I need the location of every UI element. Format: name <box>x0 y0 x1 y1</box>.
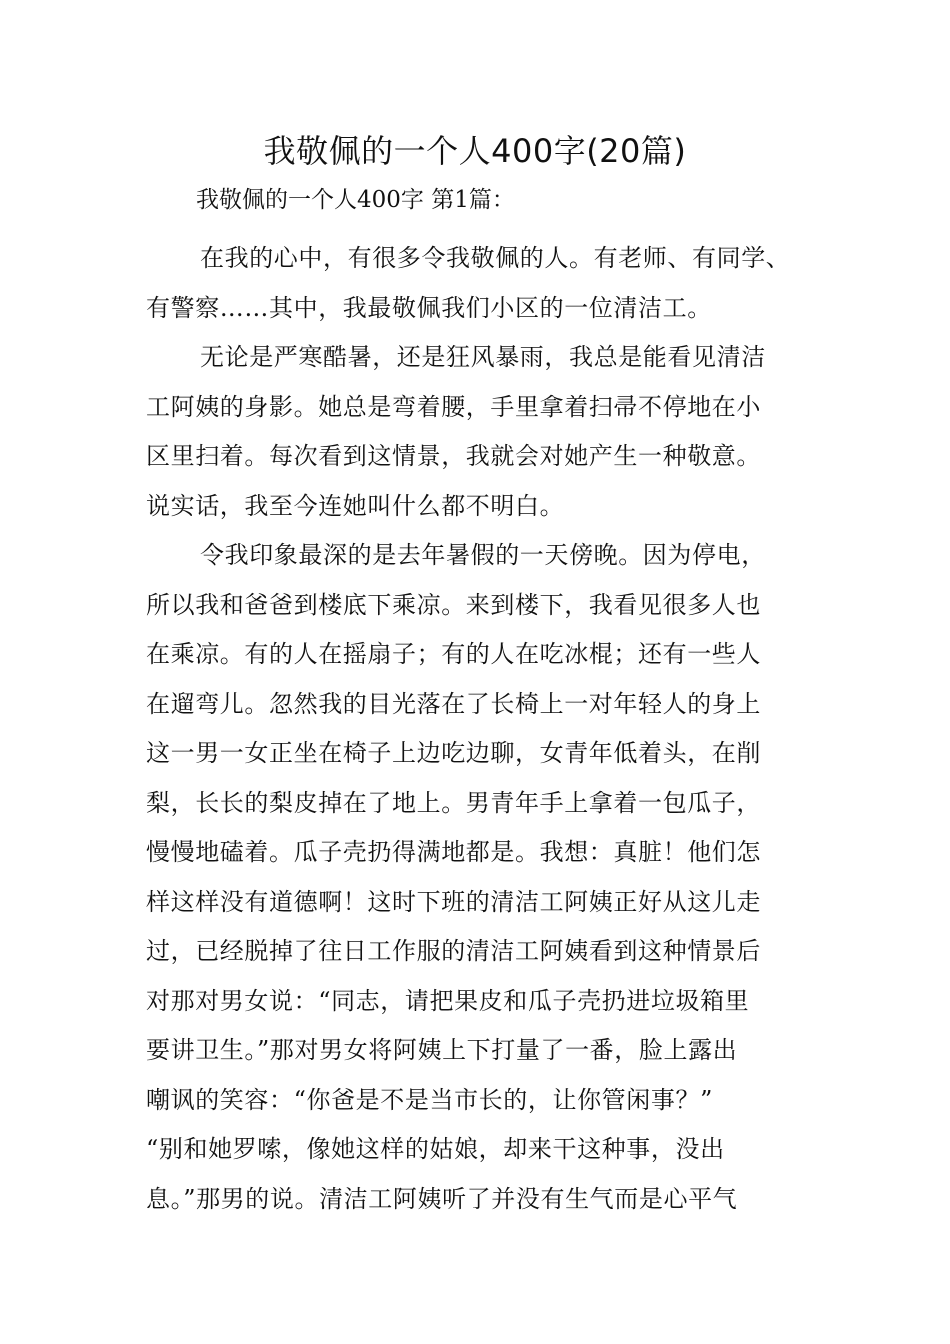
paragraph-1 <box>146 234 836 333</box>
paragraph-line: 无论是严寒酷暑，还是狂风暴雨，我总是能看见清洁 <box>200 343 766 371</box>
paragraph-line: 对那对男女说：“同志，请把果皮和瓜子壳扔进垃圾箱里 <box>146 986 750 1015</box>
paragraph-line: 这一男一女正坐在椅子上边吃边聊，女青年低着头，在削 <box>146 739 761 767</box>
paragraph-line: 慢慢地磕着。瓜子壳扔得满地都是。我想：真脏！他们怎 <box>146 838 761 866</box>
paragraph-line: 所以我和爸爸到楼底下乘凉。来到楼下，我看见很多人也 <box>146 590 761 619</box>
paragraph-line: 区里扫着。每次看到这情景，我就会对她产生一种敬意。 <box>146 442 761 470</box>
section-heading: 我敬佩的一个人400字 第1篇： <box>196 187 515 213</box>
article-body <box>146 234 836 1224</box>
paragraph-line: 在我的心中，有很多令我敬佩的人。有老师、有同学、 <box>200 244 791 272</box>
paragraph-line: 梨，长长的梨皮掉在了地上。男青年手上拿着一包瓜子， <box>146 788 761 817</box>
paragraph-2 <box>146 333 836 531</box>
paragraph-3 <box>146 531 836 1224</box>
paragraph-line: 令我印象最深的是去年暑假的一天傍晚。因为停电， <box>200 541 766 569</box>
paragraph-line: 要讲卫生。”那对男女将阿姨上下打量了一番，脸上露出 <box>146 1036 738 1064</box>
paragraph-line: “别和她罗嗦，像她这样的姑娘，却来干这种事，没出 <box>146 1135 725 1163</box>
paragraph-line: 工阿姨的身影。她总是弯着腰，手里拿着扫帚不停地在小 <box>146 392 761 421</box>
paragraph-line: 息。”那男的说。清洁工阿姨听了并没有生气而是心平气 <box>146 1184 738 1213</box>
paragraph-line: 嘲讽的笑容：“你爸是不是当市长的，让你管闲事？” <box>146 1085 713 1114</box>
paragraph-line: 说实话，我至今连她叫什么都不明白。 <box>146 491 565 520</box>
paragraph-line: 在乘凉。有的人在摇扇子；有的人在吃冰棍；还有一些人 <box>146 640 761 668</box>
document-title: 我敬佩的一个人400字(20篇) <box>263 132 687 170</box>
paragraph-line: 有警察……其中，我最敬佩我们小区的一位清洁工。 <box>146 293 712 322</box>
paragraph-line: 样这样没有道德啊！这时下班的清洁工阿姨正好从这儿走 <box>146 887 761 916</box>
paragraph-line: 过，已经脱掉了往日工作服的清洁工阿姨看到这种情景后 <box>146 937 761 965</box>
paragraph-line: 在遛弯儿。忽然我的目光落在了长椅上一对年轻人的身上 <box>146 689 761 718</box>
